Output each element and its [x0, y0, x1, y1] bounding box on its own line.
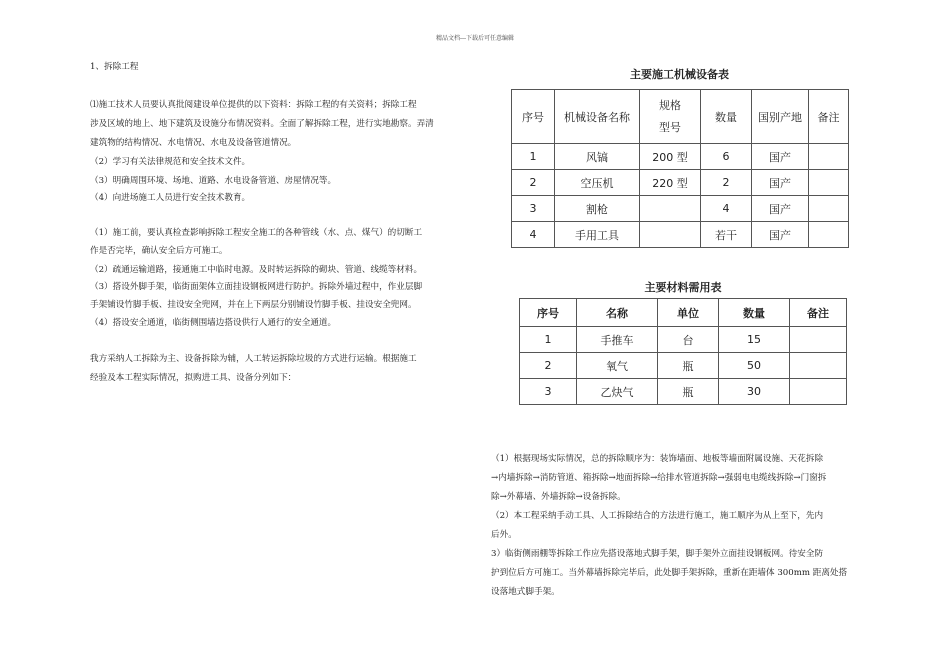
table-row	[520, 353, 847, 379]
cell: 2	[701, 170, 752, 196]
table-row	[512, 196, 849, 222]
left-para2-line1: （1）施工前，要认真检查影响拆除工程安全施工的各种管线（水、点、煤气）的切断工	[90, 228, 423, 238]
cell: 3	[520, 379, 577, 405]
cell	[809, 222, 849, 248]
cell	[790, 327, 847, 353]
cell: 手用工具	[555, 222, 640, 248]
cell	[790, 353, 847, 379]
cell: 瓶	[658, 379, 719, 405]
cell	[809, 196, 849, 222]
cell: 4	[701, 196, 752, 222]
cell: 15	[719, 327, 790, 353]
table-row	[512, 144, 849, 170]
th-equipment-name: 机械设备名称	[555, 90, 640, 144]
right-para3-line3: 设落地式脚手架。	[491, 587, 560, 597]
left-para1-line4: （2）学习有关法律规范和安全技术文件。	[90, 157, 251, 167]
right-para1-line1: （1）根据现场实际情况，总的拆除顺序为：装饰墙面、地板等墙面附属设施、天花拆除	[491, 454, 824, 464]
cell: 若干	[701, 222, 752, 248]
right-para2-line2: 后外。	[491, 530, 517, 540]
right-para1-line3: 除→外幕墙、外墙拆除→设备拆除。	[491, 492, 626, 502]
th-spec-line1: 规格	[659, 98, 681, 112]
cell: 6	[701, 144, 752, 170]
left-para3-line1: 我方采纳人工拆除为主、设备拆除为辅，人工转运拆除垃圾的方式进行运输。根据施工	[90, 354, 417, 364]
section-heading: 1、拆除工程	[90, 62, 139, 72]
materials-table	[519, 298, 847, 405]
left-para1-line2: 涉及区域的地上、地下建筑及设施分布情况资料。全面了解拆除工程，进行实地勘察。弄清	[90, 119, 434, 129]
left-para1-line6: （4）向进场施工人员进行安全技术教育。	[90, 193, 251, 203]
th-remarks: 备注	[790, 299, 847, 327]
cell: 割枪	[555, 196, 640, 222]
cell: 200 型	[640, 144, 701, 170]
th-spec-line2: 型号	[659, 120, 681, 134]
cell: 国产	[752, 144, 809, 170]
cell: 4	[512, 222, 555, 248]
cell: 空压机	[555, 170, 640, 196]
equipment-table	[511, 89, 849, 248]
left-para2-line4: （3）搭设外脚手架，临街面架体立面挂设钢板网进行防护。拆除外墙过程中，作业层脚	[90, 282, 423, 292]
cell: 氧气	[577, 353, 658, 379]
right-para1-line2: →内墙拆除→消防管道、箱拆除→地面拆除→给排水管道拆除→强弱电电缆线拆除→门窗拆	[491, 473, 827, 483]
cell: 国产	[752, 196, 809, 222]
table-row	[512, 170, 849, 196]
cell: 手推车	[577, 327, 658, 353]
table1-title: 主要施工机械设备表	[630, 68, 729, 81]
th-spec	[640, 90, 701, 144]
cell: 台	[658, 327, 719, 353]
left-para1-line3: 建筑物的结构情况、水电情况、水电及设备管道情况。	[90, 138, 297, 148]
cell: 风镐	[555, 144, 640, 170]
left-para1-line5: （3）明确周围环境、场地、道路、水电设备管道、房屋情况等。	[90, 176, 337, 186]
left-para2-line3: （2）疏通运输道路，接通施工中临时电源。及时转运拆除的砌块、管道、线缆等材料。	[90, 265, 423, 275]
cell: 国产	[752, 222, 809, 248]
cell: 3	[512, 196, 555, 222]
table-row	[520, 379, 847, 405]
left-para2-line6: （4）搭设安全通道，临街侧围墙边搭设供行人通行的安全通道。	[90, 318, 337, 328]
page-header: 精品文档---下载后可任意编辑	[435, 35, 515, 42]
cell: 50	[719, 353, 790, 379]
cell: 瓶	[658, 353, 719, 379]
cell: 220 型	[640, 170, 701, 196]
th-index: 序号	[520, 299, 577, 327]
th-quantity: 数量	[719, 299, 790, 327]
cell	[809, 144, 849, 170]
th-origin: 国别产地	[752, 90, 809, 144]
cell	[809, 170, 849, 196]
cell: 30	[719, 379, 790, 405]
right-para3-line2: 护到位后方可施工。当外幕墙拆除完毕后，此处脚手架拆除，重新在距墙体 300mm 距离处搭	[491, 568, 848, 578]
right-para2-line1: （2）本工程采纳手动工具、人工拆除结合的方法进行施工，施工顺序为从上至下，先内	[491, 511, 824, 521]
cell: 2	[512, 170, 555, 196]
cell: 乙炔气	[577, 379, 658, 405]
table-row	[512, 222, 849, 248]
table2-title: 主要材料需用表	[644, 281, 722, 294]
table-row	[520, 327, 847, 353]
th-unit: 单位	[658, 299, 719, 327]
th-name: 名称	[577, 299, 658, 327]
th-index: 序号	[512, 90, 555, 144]
cell: 1	[520, 327, 577, 353]
right-para3-line1: 3）临街侧雨棚等拆除工作应先搭设落地式脚手架，脚手架外立面挂设钢板网。待安全防	[491, 549, 824, 559]
th-remarks: 备注	[809, 90, 849, 144]
cell	[640, 196, 701, 222]
cell: 1	[512, 144, 555, 170]
cell	[640, 222, 701, 248]
th-quantity: 数量	[701, 90, 752, 144]
cell: 2	[520, 353, 577, 379]
left-para2-line5: 手架铺设竹脚手板、挂设安全兜网，并在上下两层分别铺设竹脚手板、挂设安全兜网。	[90, 300, 417, 310]
cell	[790, 379, 847, 405]
left-para2-line2: 作是否完毕，确认安全后方可施工。	[90, 246, 228, 256]
left-para1-line1: ⑴施工技术人员要认真批阅建设单位提供的以下资料：拆除工程的有关资料；拆除工程	[90, 100, 417, 110]
left-para3-line2: 经验及本工程实际情况，拟购进工具、设备分列如下：	[90, 373, 297, 383]
cell: 国产	[752, 170, 809, 196]
